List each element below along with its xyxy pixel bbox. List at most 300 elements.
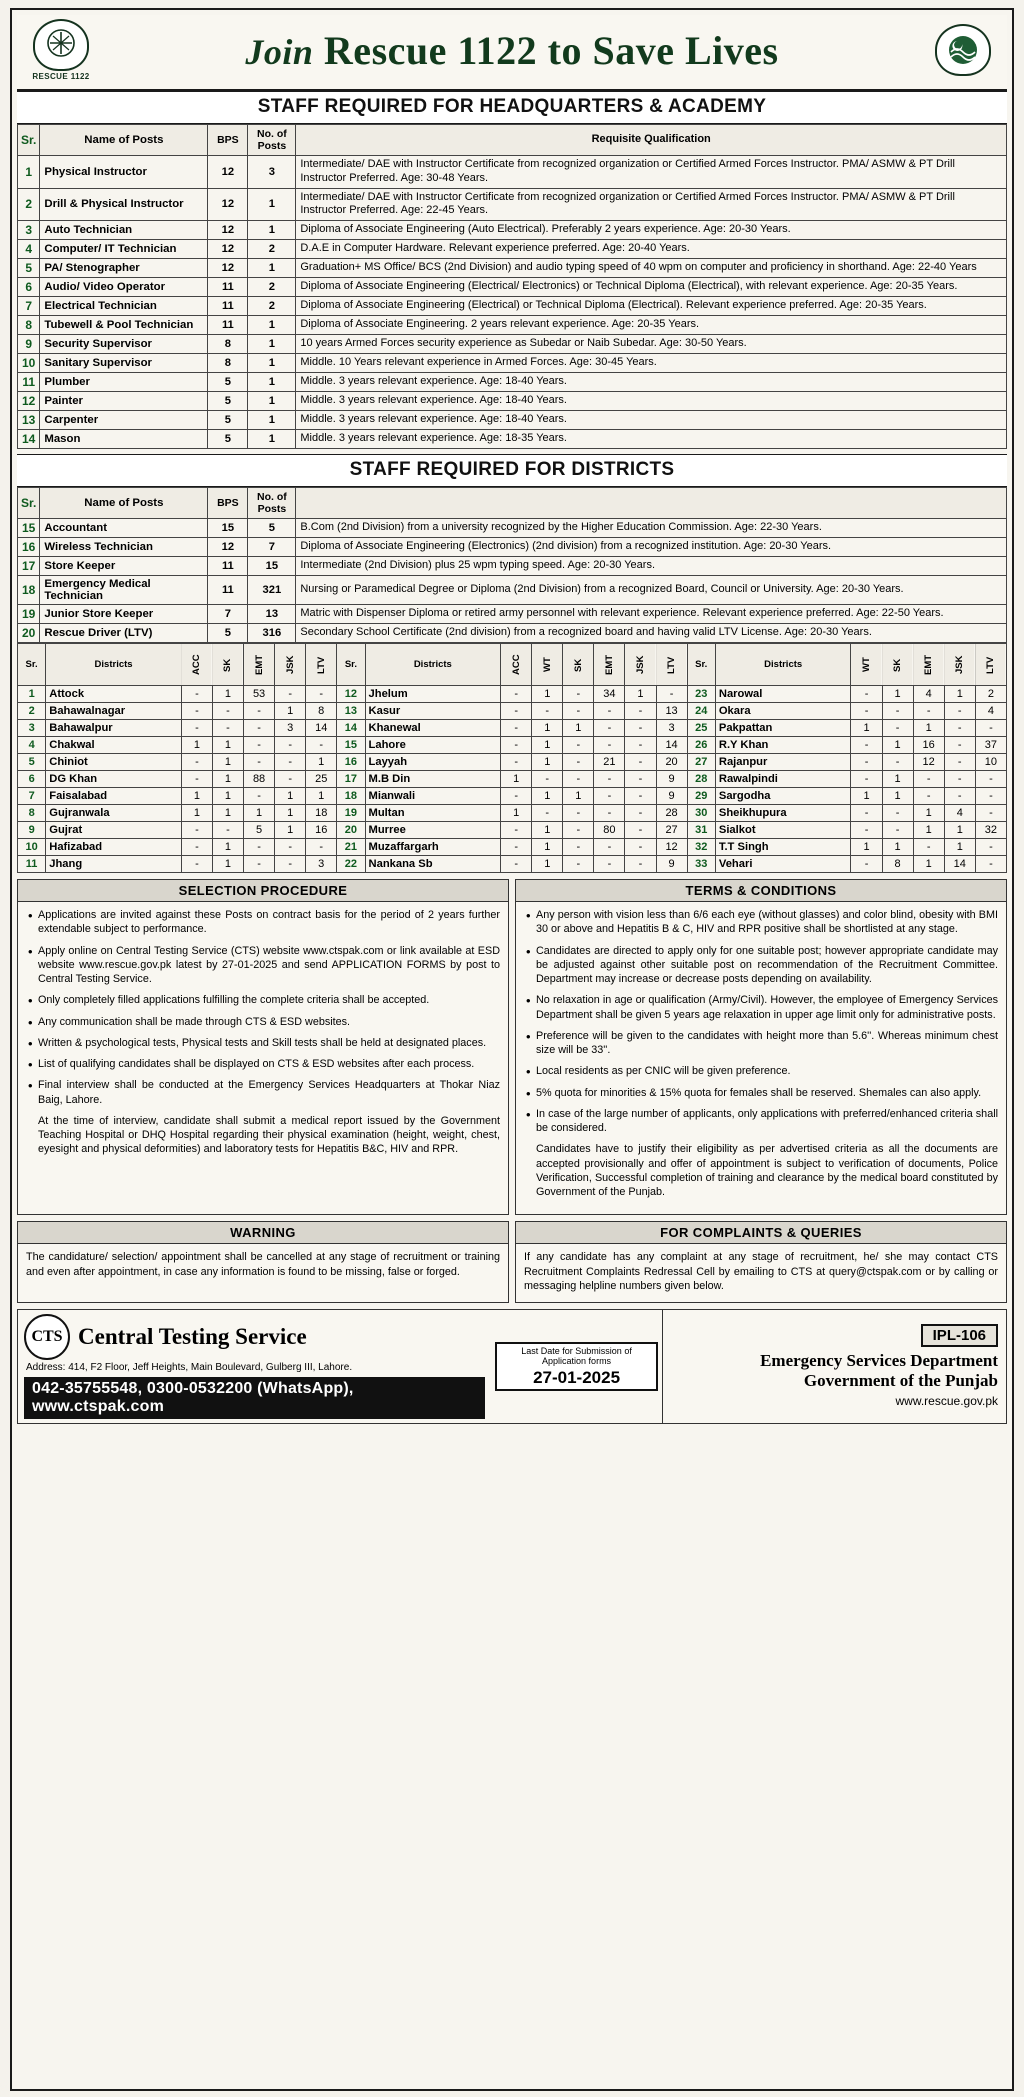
warning-panel [17,1221,509,1303]
district-val: 32 [975,822,1006,839]
col-emt-3: EMT [913,644,944,686]
district-val: 1 [244,805,275,822]
cts-block [18,1310,491,1423]
district-val: - [563,839,594,856]
col-jsk-2: JSK [625,644,656,686]
district-val: - [181,754,212,771]
district-val: 53 [244,686,275,703]
district-val: - [851,856,882,873]
district-val: - [181,822,212,839]
row-nop: 1 [248,430,296,449]
list-item: • Only completely filled applications fulfilling the complete criteria shall be accepted. [26,993,500,1007]
row-post: Painter [40,392,208,411]
complaints-text: If any candidate has any complaint at any stage of recruitment, he/ she may contact CTS Recruitment Complaints Redressal Cell by emailing to CTS at query@ctspak.com or by calling or messaging helpline numbers given below. [524,1251,998,1293]
district-val: - [656,686,687,703]
district-val: - [625,856,656,873]
row-post: Mason [40,430,208,449]
district-val: 34 [594,686,625,703]
district-val: - [625,737,656,754]
col-sk-3: SK [882,644,913,686]
selection-list [26,908,500,1157]
district-sr: 15 [337,737,365,754]
table-row [18,297,1007,316]
cts-identity [24,1314,485,1360]
complaints-panel [515,1221,1007,1303]
district-name: Sheikhupura [715,805,851,822]
district-val: - [625,822,656,839]
col-sr-1: Sr. [18,644,46,686]
district-val: 1 [181,788,212,805]
district-val: - [882,703,913,720]
district-val: 1 [913,856,944,873]
district-val: 80 [594,822,625,839]
district-val: - [501,856,532,873]
complaints-title: FOR COMPLAINTS & QUERIES [516,1222,1006,1244]
title-rest: Rescue 1122 to Save Lives [313,27,779,73]
district-val: - [851,805,882,822]
district-sr: 5 [18,754,46,771]
row-bps: 12 [208,240,248,259]
title-join: Join [245,31,314,72]
row-post: Accountant [40,519,208,538]
col-wt-2: WT [532,644,563,686]
table-row [18,771,1007,788]
row-post: Physical Instructor [40,156,208,189]
district-val: - [594,856,625,873]
row-nop: 1 [248,411,296,430]
district-sr: 11 [18,856,46,873]
row-bps: 12 [208,221,248,240]
warning-title: WARNING [18,1222,508,1244]
district-val: - [181,686,212,703]
district-name: Lahore [365,737,501,754]
district-sr: 33 [687,856,715,873]
row-post: Rescue Driver (LTV) [40,624,208,643]
row-bps: 11 [208,278,248,297]
last-date-box [495,1342,657,1391]
district-name: M.B Din [365,771,501,788]
district-distribution-table [17,643,1007,873]
district-val: 1 [306,788,337,805]
district-val: - [944,720,975,737]
table-row [18,259,1007,278]
row-sr: 20 [18,624,40,643]
district-val: 1 [913,805,944,822]
district-val: - [244,788,275,805]
cts-contact-bar[interactable]: 042-35755548, 0300-0532200 (WhatsApp), www.ctspak.com [24,1377,485,1419]
list-item: At the time of interview, candidate shall submit a medical report issued by the Government Teaching Hospital or DHQ Hospital regarding their physical examination (height, weight, chest, eyesight and physical deformities) and laboratory tests for Hepatitis B&C, HIV and RPR. [38,1114,500,1156]
district-val: - [975,856,1006,873]
row-qualification: Middle. 3 years relevant experience. Age: 18-40 Years. [296,392,1007,411]
table-row [18,411,1007,430]
col-qualification: Requisite Qualification [296,125,1007,156]
district-name: T.T Singh [715,839,851,856]
district-val: - [306,839,337,856]
col-nop: No. of Posts [248,488,296,519]
district-val: - [944,771,975,788]
district-name: Faisalabad [46,788,182,805]
row-nop: 5 [248,519,296,538]
district-val: 1 [212,771,243,788]
row-qualification: D.A.E in Computer Hardware. Relevant experience preferred. Age: 20-40 Years. [296,240,1007,259]
row-sr: 14 [18,430,40,449]
district-val: - [944,754,975,771]
warning-text: The candidature/ selection/ appointment shall be cancelled at any stage of recruitment or training and even after appointment, in case any information is found to be missing, false or forged. [26,1251,500,1278]
row-bps: 15 [208,519,248,538]
cts-logo-icon [24,1314,70,1360]
row-nop: 2 [248,240,296,259]
district-val: 1 [275,788,306,805]
row-post: Electrical Technician [40,297,208,316]
row-bps: 11 [208,316,248,335]
district-sr: 18 [337,788,365,805]
table-row [18,788,1007,805]
col-emt-1: EMT [244,644,275,686]
row-post: Tubewell & Pool Technician [40,316,208,335]
row-qualification: Diploma of Associate Engineering (Electrical) or Technical Diploma (Electrical). Relevant experience preferred. Age: 20-35 Years. [296,297,1007,316]
district-val: 8 [306,703,337,720]
row-nop: 2 [248,278,296,297]
list-item: • Written & psychological tests, Physical tests and Skill tests shall be held at designated places. [26,1036,500,1050]
districts-section-banner: STAFF REQUIRED FOR DISTRICTS [17,454,1007,487]
district-val: - [501,686,532,703]
district-val: - [501,754,532,771]
row-sr: 1 [18,156,40,189]
district-val: - [212,703,243,720]
table-header-row [18,125,1007,156]
cts-name: Central Testing Service [78,1323,307,1349]
district-val: - [594,720,625,737]
district-val: - [851,703,882,720]
district-sr: 9 [18,822,46,839]
district-name: Rawalpindi [715,771,851,788]
district-val: - [944,788,975,805]
terms-list [524,908,998,1199]
district-val: - [563,737,594,754]
row-nop: 1 [248,392,296,411]
district-val: - [625,720,656,737]
district-name: Chiniot [46,754,182,771]
row-sr: 12 [18,392,40,411]
district-val: - [244,703,275,720]
district-val: 1 [532,720,563,737]
district-val: - [882,822,913,839]
col-acc-1: ACC [181,644,212,686]
district-sr: 12 [337,686,365,703]
row-qualification: Graduation+ MS Office/ BCS (2nd Division) and audio typing speed of 40 wpm on computer and proficiency in shorthand. Age: 22-40 Years [296,259,1007,278]
district-val: - [501,788,532,805]
table-header-row [18,488,1007,519]
district-name: Bahawalnagar [46,703,182,720]
district-val: - [563,703,594,720]
district-val: - [913,788,944,805]
table-row [18,392,1007,411]
district-sr: 7 [18,788,46,805]
district-sr: 24 [687,703,715,720]
info-panels [17,879,1007,1215]
district-val: 12 [913,754,944,771]
row-qualification: Middle. 10 Years relevant experience in Armed Forces. Age: 30-45 Years. [296,354,1007,373]
district-val: - [944,703,975,720]
row-bps: 5 [208,373,248,392]
row-bps: 8 [208,335,248,354]
col-post: Name of Posts [40,488,208,519]
row-post: Security Supervisor [40,335,208,354]
district-sr: 6 [18,771,46,788]
row-sr: 13 [18,411,40,430]
table-row [18,822,1007,839]
district-val: - [275,771,306,788]
district-sr: 8 [18,805,46,822]
district-val: - [913,703,944,720]
col-wt-3: WT [851,644,882,686]
district-val: 1 [212,839,243,856]
district-val: - [501,703,532,720]
district-val: 20 [656,754,687,771]
district-val: - [594,703,625,720]
row-bps: 12 [208,538,248,557]
department-website[interactable]: www.rescue.gov.pk [895,1394,998,1409]
district-val: - [975,788,1006,805]
district-name: Muzaffargarh [365,839,501,856]
district-val: 10 [975,754,1006,771]
district-val: 9 [656,856,687,873]
list-item: • Local residents as per CNIC will be given preference. [524,1064,998,1078]
table-row [18,316,1007,335]
district-val: - [181,856,212,873]
row-sr: 5 [18,259,40,278]
district-sr: 10 [18,839,46,856]
row-sr: 2 [18,188,40,221]
district-sr: 30 [687,805,715,822]
district-val: - [851,771,882,788]
district-val: 12 [656,839,687,856]
district-val: 1 [275,703,306,720]
row-sr: 9 [18,335,40,354]
headquarters-section-banner: STAFF REQUIRED FOR HEADQUARTERS & ACADEMY [17,91,1007,124]
list-item: • Any person with vision less than 6/6 each eye (without glasses) and color blind, obesity with BMI 30 or above and Hepatitis B & C, HIV and RPR positive shall be shortlisted at any stage. [524,908,998,937]
district-val: - [975,839,1006,856]
rescue-1122-logo [25,17,97,83]
row-nop: 316 [248,624,296,643]
row-nop: 13 [248,605,296,624]
district-val: - [181,771,212,788]
district-val: 1 [944,822,975,839]
row-post: Computer/ IT Technician [40,240,208,259]
page-frame [10,8,1014,2091]
district-val: - [625,703,656,720]
row-nop: 1 [248,335,296,354]
table-row [18,188,1007,221]
table-row [18,856,1007,873]
district-val: 1 [882,788,913,805]
row-sr: 8 [18,316,40,335]
district-name: Chakwal [46,737,182,754]
row-bps: 5 [208,624,248,643]
row-qualification: Middle. 3 years relevant experience. Age: 18-35 Years. [296,430,1007,449]
district-name: Sialkot [715,822,851,839]
district-name: Rajanpur [715,754,851,771]
district-name: Jhang [46,856,182,873]
districts-posts-table [17,487,1007,643]
col-sk-2: SK [563,644,594,686]
district-sr: 1 [18,686,46,703]
district-val: - [882,805,913,822]
district-val: - [306,737,337,754]
list-item: • No relaxation in age or qualification (Army/Civil). However, the employee of Emergency Services Department shall be given 5 years age relaxation in upper age limit only for administrative posts. [524,993,998,1022]
row-qualification: Intermediate/ DAE with Instructor Certificate from recognized organization or Certified Armed Forces Instructor. PMA/ ASMW & PT Drill Instructor Preferred. Age: 22-45 Years. [296,188,1007,221]
list-item: • In case of the large number of applicants, only applications with preferred/enhanced criteria shall be considered. [524,1107,998,1136]
row-post: Audio/ Video Operator [40,278,208,297]
district-val: 1 [501,771,532,788]
list-item: • Final interview shall be conducted at the Emergency Services Headquarters at Thokar Niaz Baig, Lahore. [26,1078,500,1107]
row-qualification: Intermediate (2nd Division) plus 25 wpm typing speed. Age: 20-30 Years. [296,557,1007,576]
col-sr-3: Sr. [687,644,715,686]
district-name: Sargodha [715,788,851,805]
district-val: 1 [212,686,243,703]
district-val: - [625,771,656,788]
district-val: - [944,737,975,754]
district-val: 1 [532,754,563,771]
district-name: Jhelum [365,686,501,703]
table-row [18,240,1007,259]
district-name: Murree [365,822,501,839]
district-rows [18,686,1007,873]
headquarters-rows [18,156,1007,449]
list-item: Candidates have to justify their eligibility as per advertised criteria as all the documents are accepted provisionally and offer of appointment is subject to verification of documents, Police Verification, Successful completion of training and clearance by the medical board constituted by Government of the Punjab. [536,1143,998,1198]
row-nop: 1 [248,221,296,240]
districts-posts-rows [18,519,1007,643]
district-val: - [181,703,212,720]
col-ltv-1: LTV [306,644,337,686]
district-val: - [244,856,275,873]
terms-conditions-panel [515,879,1007,1215]
district-val: 1 [275,805,306,822]
district-val: 1 [212,737,243,754]
district-val: 3 [275,720,306,737]
district-val: 4 [913,686,944,703]
district-val: - [975,771,1006,788]
row-nop: 2 [248,297,296,316]
col-sk-1: SK [212,644,243,686]
district-val: 1 [532,822,563,839]
district-sr: 13 [337,703,365,720]
row-bps: 12 [208,188,248,221]
district-val: 4 [975,703,1006,720]
selection-procedure-panel [17,879,509,1215]
row-sr: 11 [18,373,40,392]
table-row [18,720,1007,737]
district-val: - [913,839,944,856]
district-sr: 31 [687,822,715,839]
district-val: 1 [851,788,882,805]
row-bps: 11 [208,297,248,316]
district-val: 1 [913,822,944,839]
list-item: • Apply online on Central Testing Service (CTS) website www.ctspak.com or link available at ESD website www.rescue.gov.pk latest by 27-01-2025 and send APPLICATION FORMS by post to Central Testing Service. [26,944,500,987]
col-ltv-2: LTV [656,644,687,686]
row-qualification: Diploma of Associate Engineering. 2 years relevant experience. Age: 20-35 Years. [296,316,1007,335]
district-val: 1 [851,720,882,737]
row-sr: 18 [18,576,40,605]
table-row [18,278,1007,297]
district-val: 2 [975,686,1006,703]
district-sr: 27 [687,754,715,771]
col-jsk-1: JSK [275,644,306,686]
district-val: - [851,754,882,771]
cts-mark: CTS [31,1327,63,1345]
row-qualification: Diploma of Associate Engineering (Auto Electrical). Preferably 2 years experience. Age: 20-30 Years. [296,221,1007,240]
col-districts-1: Districts [46,644,182,686]
district-val: 1 [212,754,243,771]
district-val: - [563,805,594,822]
district-val: - [594,771,625,788]
row-sr: 6 [18,278,40,297]
row-post: Wireless Technician [40,538,208,557]
district-name: R.Y Khan [715,737,851,754]
district-val: 27 [656,822,687,839]
district-name: Vehari [715,856,851,873]
district-val: - [975,805,1006,822]
col-ltv-3: LTV [975,644,1006,686]
district-val: 9 [656,771,687,788]
headquarters-posts-table [17,124,1007,449]
district-val: 1 [882,771,913,788]
district-val: - [532,805,563,822]
district-val: 25 [306,771,337,788]
district-val: - [275,737,306,754]
district-val: 1 [851,839,882,856]
row-post: Auto Technician [40,221,208,240]
selection-procedure-body [18,902,508,1172]
district-val: - [563,856,594,873]
district-val: 14 [306,720,337,737]
row-nop: 321 [248,576,296,605]
district-sr: 21 [337,839,365,856]
district-val: - [306,686,337,703]
row-bps: 7 [208,605,248,624]
row-bps: 11 [208,557,248,576]
district-val: 16 [913,737,944,754]
district-name: Gujranwala [46,805,182,822]
row-nop: 1 [248,354,296,373]
row-qualification: 10 years Armed Forces security experience as Subedar or Naib Subedar. Age: 30-50 Years. [296,335,1007,354]
district-val: 14 [656,737,687,754]
table-row [18,519,1007,538]
terms-conditions-title: TERMS & CONDITIONS [516,880,1006,902]
district-name: Kasur [365,703,501,720]
table-row [18,754,1007,771]
government-name: Government of the Punjab [803,1371,998,1391]
col-districts-2: Districts [365,644,501,686]
list-item: • 5% quota for minorities & 15% quota for females shall be reserved. Shemales can also apply. [524,1086,998,1100]
table-row [18,335,1007,354]
district-val: - [532,703,563,720]
row-bps: 5 [208,392,248,411]
district-sr: 32 [687,839,715,856]
district-sr: 19 [337,805,365,822]
row-qualification: Diploma of Associate Engineering (Electrical/ Electronics) or Technical Diploma (Electrical), with relevant experience. Age: 20-35 Years. [296,278,1007,297]
district-val: 1 [944,839,975,856]
district-val: - [244,737,275,754]
district-val: - [275,754,306,771]
row-qualification: B.Com (2nd Division) from a university recognized by the Higher Education Commission. Age: 22-30 Years. [296,519,1007,538]
district-val: 21 [594,754,625,771]
district-val: - [563,686,594,703]
col-post: Name of Posts [40,125,208,156]
district-sr: 4 [18,737,46,754]
district-val: - [212,720,243,737]
district-val: 18 [306,805,337,822]
